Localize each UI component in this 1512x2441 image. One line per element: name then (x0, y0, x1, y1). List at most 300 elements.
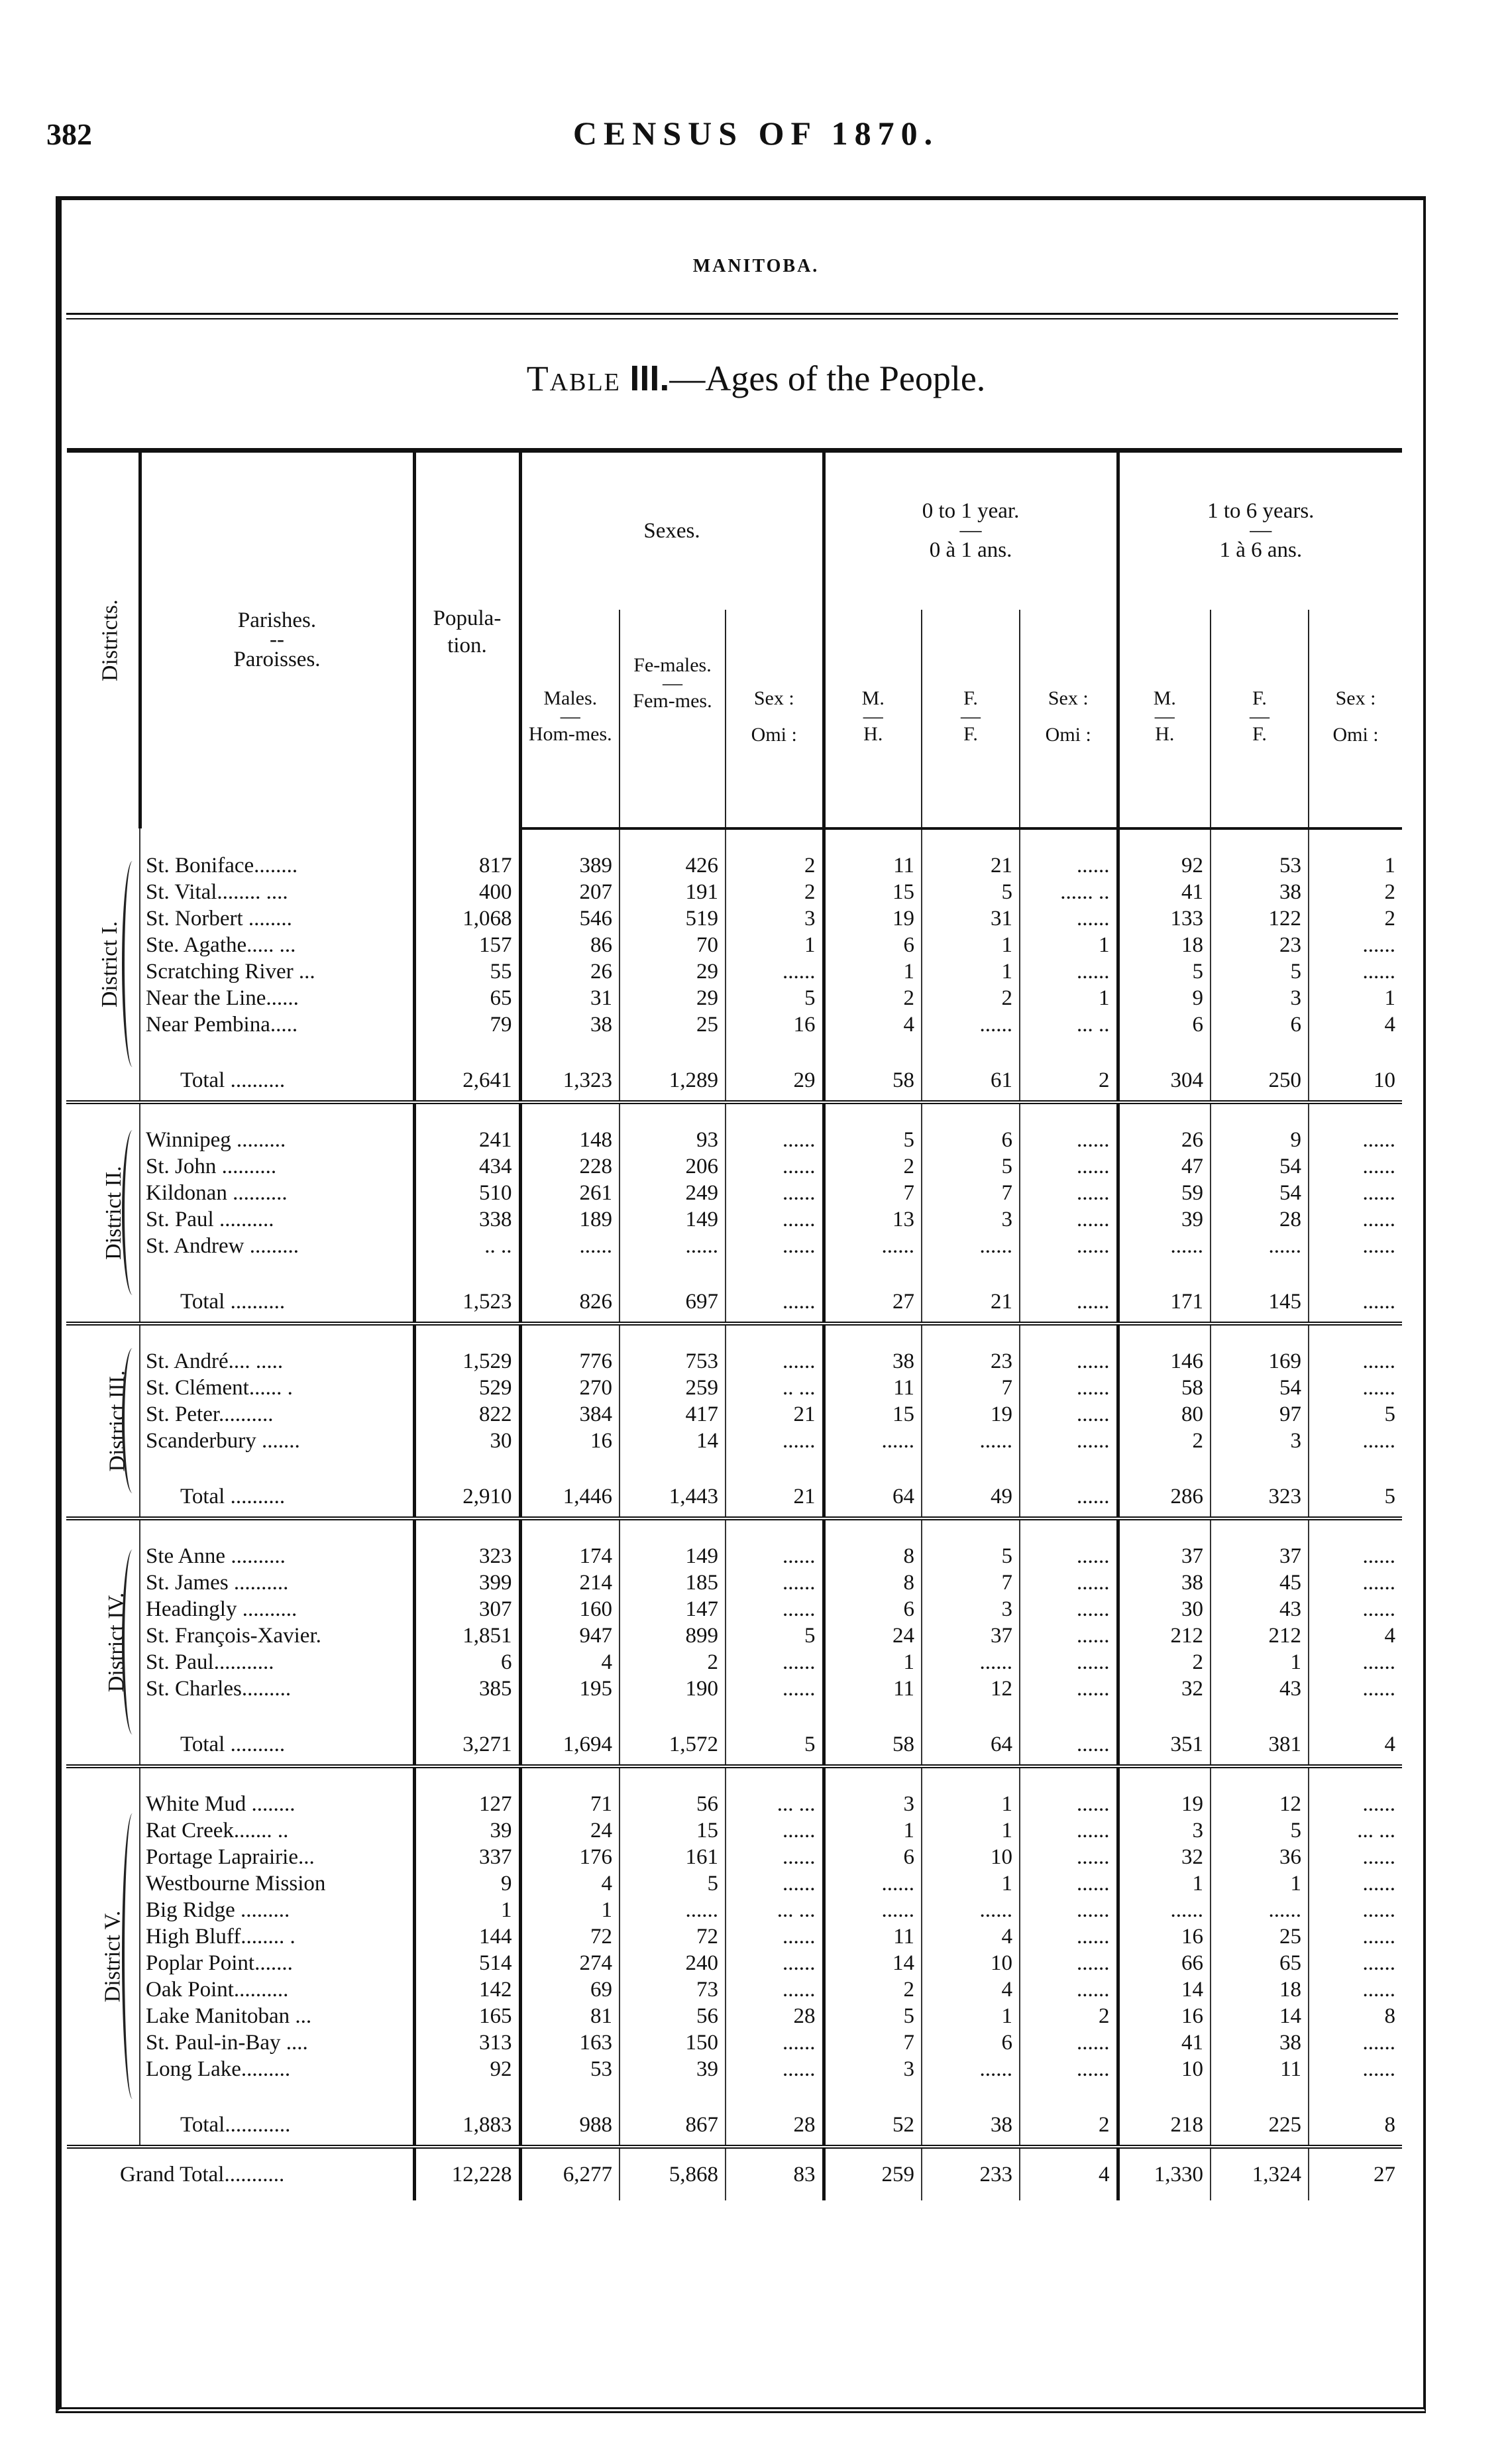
spacer-cell (922, 1326, 1020, 1348)
age-0-1-males-cell: ...... (824, 1233, 922, 1259)
spacer-cell (414, 1104, 520, 1127)
parish-name-cell: Poplar Point....... (140, 1950, 414, 1976)
parish-row (67, 852, 1402, 879)
age-1-6-males-cell: 41 (1118, 2029, 1211, 2056)
parish-row (67, 1950, 1402, 1976)
population-cell: 385 (414, 1675, 520, 1702)
age-1-6-sex-unknown-cell: ...... (1309, 958, 1402, 985)
spacer-cell (620, 1259, 726, 1282)
spacer-cell (1309, 2082, 1402, 2105)
age-1-6-males-cell: 37 (1118, 1543, 1211, 1569)
age-1-6-females-cell: 3 (1211, 1428, 1309, 1454)
age-1-6-females-cell: 225 (1211, 2105, 1309, 2147)
age-0-1-females-cell: 6 (922, 1127, 1020, 1153)
district-name: District III. (105, 1370, 130, 1471)
age-1-6-sex-unknown-cell: ...... (1309, 1950, 1402, 1976)
spacer-cell (726, 828, 824, 852)
population-cell: 529 (414, 1375, 520, 1401)
spacer-cell (1211, 2082, 1309, 2105)
parish-row (67, 932, 1402, 958)
age-1-6-males-cell: 2 (1118, 1428, 1211, 1454)
parish-name-cell: Big Ridge ......... (140, 1897, 414, 1923)
population-cell: 157 (414, 932, 520, 958)
age-1-6-males-cell: 80 (1118, 1401, 1211, 1428)
age-0-1-females-cell: ...... (922, 1897, 1020, 1923)
males-cell: 72 (520, 1923, 620, 1950)
parish-name-cell: St. Paul .......... (140, 1206, 414, 1233)
females-cell: 56 (620, 2003, 726, 2029)
age-0-1-males-cell: 64 (824, 1477, 922, 1518)
sex-unknown-cell: ...... (726, 1282, 824, 1324)
age-1-6-sex-unknown-cell: 2 (1309, 879, 1402, 905)
f-label-fr: F. (963, 722, 978, 745)
age-1-6-males-cell: ...... (1118, 1897, 1211, 1923)
parish-row (67, 1401, 1402, 1428)
age-1-6-males-cell: 38 (1118, 1569, 1211, 1596)
age-1-6-males-cell: 66 (1118, 1950, 1211, 1976)
spacer-row (67, 1038, 1402, 1060)
spacer-cell (1020, 1454, 1118, 1477)
spacer-cell (1211, 1326, 1309, 1348)
spacer-cell (726, 1454, 824, 1477)
grand-total-sex-unknown: 83 (726, 2147, 824, 2200)
age-0-1-males-cell: 24 (824, 1622, 922, 1649)
spacer-cell (414, 1259, 520, 1282)
age-1-6-sex-unknown-cell: ...... (1309, 1923, 1402, 1950)
spacer-cell (824, 1259, 922, 1282)
district-name: District I. (97, 921, 123, 1007)
age-0-1-males-cell: 1 (824, 1817, 922, 1844)
age-0-1-sex-unknown-cell: ...... .. (1020, 879, 1118, 905)
age-1-6-sex-unknown-cell: ...... (1309, 1649, 1402, 1675)
age-1-6-females-cell: 97 (1211, 1401, 1309, 1428)
population-cell: 510 (414, 1180, 520, 1206)
females-cell: 1,289 (620, 1060, 726, 1102)
sex-unknown-cell: ... ... (726, 1791, 824, 1817)
spacer-cell (922, 1104, 1020, 1127)
district-brace (122, 1348, 143, 1493)
age-0-1-sex-unknown-cell: ...... (1020, 1897, 1118, 1923)
age-1-6-females-cell: 38 (1211, 2029, 1309, 2056)
age-0-1-sex-unknown-cell: ...... (1020, 1233, 1118, 1259)
f-label-dash: — (961, 705, 981, 727)
parish-row (67, 1596, 1402, 1622)
parish-name-cell: Near the Line...... (140, 985, 414, 1011)
females-cell: 29 (620, 958, 726, 985)
age-0-1-males-cell: 15 (824, 1401, 922, 1428)
age-1-6-females-cell: 14 (1211, 2003, 1309, 2029)
spacer-cell (824, 1038, 922, 1060)
parish-name-cell: Long Lake......... (140, 2056, 414, 2082)
spacer-cell (620, 1702, 726, 1725)
parish-name-cell: St. Vital........ .... (140, 879, 414, 905)
parishes-header-fr: Paroisses. (233, 648, 321, 672)
sex-label-fr: Omi : (751, 723, 797, 746)
sexes-group-label: Sexes. (643, 518, 700, 543)
age-0-1-females-cell: 10 (922, 1844, 1020, 1870)
age-1-6-females-cell: 43 (1211, 1596, 1309, 1622)
f-label-dash: — (1250, 705, 1270, 727)
spacer-cell (1211, 1104, 1309, 1127)
district-label-cell (67, 828, 140, 1102)
age-0-1-females-cell: 5 (922, 1543, 1020, 1569)
age-1-6-males-header (1118, 610, 1211, 828)
age-0-1-males-cell: 2 (824, 985, 922, 1011)
females-cell: ...... (620, 1233, 726, 1259)
males-cell: 4 (520, 1870, 620, 1897)
males-cell: 31 (520, 985, 620, 1011)
age-0-1-females-cell: 5 (922, 1153, 1020, 1180)
males-cell: 86 (520, 932, 620, 958)
age-0-1-females-cell: ...... (922, 1649, 1020, 1675)
females-cell: 190 (620, 1675, 726, 1702)
spacer-cell (824, 1520, 922, 1543)
spacer-row (67, 828, 1402, 852)
population-cell: 1,883 (414, 2105, 520, 2147)
age-0-1-sex-unknown-cell: ...... (1020, 1596, 1118, 1622)
age-0-1-sex-unknown-cell: ...... (1020, 1127, 1118, 1153)
parish-name-cell: St. Paul-in-Bay .... (140, 2029, 414, 2056)
females-cell: 70 (620, 932, 726, 958)
age-0-1-males-cell: 14 (824, 1950, 922, 1976)
spacer-cell (140, 1702, 414, 1725)
age-1-6-sex-unknown-cell: ...... (1309, 1375, 1402, 1401)
age-1-6-sex-unknown-cell: 8 (1309, 2105, 1402, 2147)
age-0-1-sex-unknown-cell: ...... (1020, 1543, 1118, 1569)
males-cell: 1 (520, 1897, 620, 1923)
age-1-6-sex-unknown-cell: ...... (1309, 1976, 1402, 2003)
page-number: 382 (46, 117, 92, 151)
females-cell: 149 (620, 1206, 726, 1233)
district-total-row (67, 1060, 1402, 1102)
spacer-cell (824, 1104, 922, 1127)
parish-name-cell: Westbourne Mission (140, 1870, 414, 1897)
age-0-1-males-cell: ...... (824, 1870, 922, 1897)
sex-unknown-cell: ...... (726, 1976, 824, 2003)
spacer-cell (922, 1259, 1020, 1282)
parish-name-cell: Total .......... (140, 1725, 414, 1766)
sex-unknown-cell: 21 (726, 1401, 824, 1428)
sex-unknown-cell: 2 (726, 879, 824, 905)
age-1-6-males-cell: 9 (1118, 985, 1211, 1011)
age-1-6-sex-unknown-cell: 5 (1309, 1477, 1402, 1518)
spacer-cell (414, 1768, 520, 1791)
age-1-6-males-cell: 41 (1118, 879, 1211, 905)
males-cell: 228 (520, 1153, 620, 1180)
age-0-1-females-cell: 49 (922, 1477, 1020, 1518)
age-0-1-males-cell: 2 (824, 1153, 922, 1180)
spacer-cell (140, 828, 414, 852)
age-0-1-males-cell: 11 (824, 1375, 922, 1401)
district-total-row (67, 1725, 1402, 1766)
spacer-cell (1020, 1038, 1118, 1060)
spacer-cell (1309, 1520, 1402, 1543)
age-0-1-sex-unknown-cell: ...... (1020, 1375, 1118, 1401)
population-cell: 65 (414, 985, 520, 1011)
age-0-1-females-cell: 5 (922, 879, 1020, 905)
age-1-6-males-cell: 2 (1118, 1649, 1211, 1675)
sex-unknown-cell: 2 (726, 852, 824, 879)
age-1-6-sex-unknown-cell: ...... (1309, 1233, 1402, 1259)
age-0-1-sex-unknown-cell: ...... (1020, 1428, 1118, 1454)
spacer-cell (520, 828, 620, 852)
spacer-cell (824, 2082, 922, 2105)
spacer-cell (414, 1520, 520, 1543)
spacer-cell (140, 1768, 414, 1791)
age-0-1-males-cell: 5 (824, 1127, 922, 1153)
parish-row (67, 1675, 1402, 1702)
district-label-cell (67, 1520, 140, 1766)
age-0-1-females-cell: 31 (922, 905, 1020, 932)
parish-row (67, 1844, 1402, 1870)
age-0-1-females-cell: ...... (922, 1011, 1020, 1038)
age-0-1-females-cell: 1 (922, 1870, 1020, 1897)
age-0-1-males-cell: 19 (824, 905, 922, 932)
males-cell: 384 (520, 1401, 620, 1428)
age-1-6-sex-unknown-cell: ...... (1309, 1844, 1402, 1870)
age-0-1-females-cell: 4 (922, 1976, 1020, 2003)
spacer-cell (1118, 1454, 1211, 1477)
age-1-6-sex-unknown-cell: 4 (1309, 1011, 1402, 1038)
population-cell: 144 (414, 1923, 520, 1950)
sex-unknown-cell: 21 (726, 1477, 824, 1518)
age-0-1-females-cell: 1 (922, 1817, 1020, 1844)
males-cell: 389 (520, 852, 620, 879)
age-1-6-sex-unknown-cell: ...... (1309, 2056, 1402, 2082)
males-cell: 826 (520, 1282, 620, 1324)
age-0-1-males-cell: 8 (824, 1569, 922, 1596)
age-1-6-females-cell: 122 (1211, 905, 1309, 932)
spacer-row (67, 1768, 1402, 1791)
sex-unknown-cell: 5 (726, 1622, 824, 1649)
age-1-6-females-cell: ...... (1211, 1233, 1309, 1259)
females-cell: 14 (620, 1428, 726, 1454)
age-0-1-sex-unknown-cell: ...... (1020, 1950, 1118, 1976)
females-cell: 93 (620, 1127, 726, 1153)
age-1-6-females-cell: 145 (1211, 1282, 1309, 1324)
age-0-1-males-cell: 7 (824, 2029, 922, 2056)
age-1-6-males-cell: 18 (1118, 932, 1211, 958)
sex-unknown-cell: ...... (726, 2056, 824, 2082)
age-0-1-sex-unknown-cell: ...... (1020, 1622, 1118, 1649)
spacer-cell (520, 1326, 620, 1348)
females-cell: 1,443 (620, 1477, 726, 1518)
spacer-cell (620, 1038, 726, 1060)
parish-row (67, 1127, 1402, 1153)
sex-unknown-cell: 5 (726, 985, 824, 1011)
parish-name-cell: Total .......... (140, 1477, 414, 1518)
spacer-cell (1309, 828, 1402, 852)
parish-row (67, 1348, 1402, 1375)
spacer-row (67, 1520, 1402, 1543)
spacer-cell (620, 828, 726, 852)
females-cell: 39 (620, 2056, 726, 2082)
age-0-1-sex-unknown-cell: ...... (1020, 1649, 1118, 1675)
age-1-6-sex-unknown-header (1309, 610, 1402, 828)
age-0-1-females-cell: 6 (922, 2029, 1020, 2056)
age-0-1-males-cell: 13 (824, 1206, 922, 1233)
males-cell: 24 (520, 1817, 620, 1844)
spacer-cell (1020, 1520, 1118, 1543)
females-header (620, 610, 726, 828)
sex-unknown-cell: ...... (726, 2029, 824, 2056)
age-0-1-males-cell: 3 (824, 1791, 922, 1817)
spacer-cell (922, 1038, 1020, 1060)
age-1-6-sex-unknown-cell: ...... (1309, 1127, 1402, 1153)
spacer-cell (140, 1520, 414, 1543)
age-1-6-females-cell: 169 (1211, 1348, 1309, 1375)
males-cell: 38 (520, 1011, 620, 1038)
sexes-group-header (520, 451, 824, 610)
age-0-1-sex-unknown-cell: ...... (1020, 1282, 1118, 1324)
population-cell: 165 (414, 2003, 520, 2029)
table-title-word: Table (526, 359, 621, 398)
m-label-dash: — (863, 705, 883, 727)
age-1-6-sex-unknown-cell: ...... (1309, 1348, 1402, 1375)
males-cell: 270 (520, 1375, 620, 1401)
parish-row (67, 2056, 1402, 2082)
males-cell: 261 (520, 1180, 620, 1206)
age-0-1-sex-unknown-cell: ...... (1020, 905, 1118, 932)
spacer-cell (922, 1702, 1020, 1725)
age-1-6-males-cell: 16 (1118, 1923, 1211, 1950)
females-cell: 417 (620, 1401, 726, 1428)
district-total-row (67, 1477, 1402, 1518)
age-1-6-females-cell: 250 (1211, 1060, 1309, 1102)
district-label-cell (67, 1768, 140, 2147)
spacer-row (67, 1259, 1402, 1282)
age-0-1-females-cell: 38 (922, 2105, 1020, 2147)
spacer-cell (1309, 1104, 1402, 1127)
parish-row (67, 1817, 1402, 1844)
age-0-1-males-cell: 15 (824, 879, 922, 905)
females-cell: 15 (620, 1817, 726, 1844)
spacer-cell (520, 1104, 620, 1127)
district-total-row (67, 2105, 1402, 2147)
spacer-cell (140, 1038, 414, 1060)
age-0-1-females-cell: 1 (922, 958, 1020, 985)
age-1-6-sex-unknown-cell: ...... (1309, 1569, 1402, 1596)
running-title: CENSUS OF 1870. (572, 115, 940, 152)
males-label-en: Males. (543, 687, 598, 709)
age-1-6-females-cell: 45 (1211, 1569, 1309, 1596)
parish-row (67, 1233, 1402, 1259)
females-cell: ...... (620, 1897, 726, 1923)
spacer-cell (520, 1038, 620, 1060)
age-1-6-males-cell: 5 (1118, 958, 1211, 985)
females-cell: 147 (620, 1596, 726, 1622)
age-1-6-sex-unknown-cell: ...... (1309, 1897, 1402, 1923)
grand-total-label: Grand Total........... (67, 2147, 414, 2200)
parish-row (67, 1011, 1402, 1038)
females-cell: 426 (620, 852, 726, 879)
sex-unknown-cell: ...... (726, 1817, 824, 1844)
age-0-1-females-cell: 61 (922, 1060, 1020, 1102)
spacer-cell (1020, 2082, 1118, 2105)
parish-name-cell: St. Paul........... (140, 1649, 414, 1675)
spacer-row (67, 1454, 1402, 1477)
females-cell: 259 (620, 1375, 726, 1401)
age-1-6-males-cell: 16 (1118, 2003, 1211, 2029)
spacer-cell (1309, 1326, 1402, 1348)
males-cell: 163 (520, 2029, 620, 2056)
age-0-1-males-cell: 5 (824, 2003, 922, 2029)
males-header (520, 610, 620, 828)
spacer-cell (1118, 1326, 1211, 1348)
age-1-6-males-cell: 14 (1118, 1976, 1211, 2003)
females-cell: 72 (620, 1923, 726, 1950)
females-cell: 56 (620, 1791, 726, 1817)
spacer-cell (620, 1104, 726, 1127)
age-0-1-males-cell: 58 (824, 1725, 922, 1766)
females-cell: 161 (620, 1844, 726, 1870)
males-cell: 16 (520, 1428, 620, 1454)
population-cell: 241 (414, 1127, 520, 1153)
parish-row (67, 1180, 1402, 1206)
population-cell: .. .. (414, 1233, 520, 1259)
males-cell: 148 (520, 1127, 620, 1153)
females-cell: 149 (620, 1543, 726, 1569)
age-1-6-males-cell: 218 (1118, 2105, 1211, 2147)
spacer-cell (414, 1702, 520, 1725)
age-0-1-males-cell: 6 (824, 1596, 922, 1622)
sex-unknown-cell: 29 (726, 1060, 824, 1102)
age-0-1-sex-unknown-cell: ...... (1020, 1401, 1118, 1428)
spacer-cell (1118, 1104, 1211, 1127)
age-1-6-females-cell: 5 (1211, 958, 1309, 985)
females-cell: 753 (620, 1348, 726, 1375)
spacer-cell (1118, 1259, 1211, 1282)
spacer-cell (620, 2082, 726, 2105)
divider-rule (66, 318, 1398, 319)
spacer-cell (620, 1454, 726, 1477)
district-brace (122, 1813, 143, 2100)
spacer-cell (726, 1038, 824, 1060)
spacer-cell (1211, 1454, 1309, 1477)
district-name: District II. (101, 1165, 126, 1260)
age-0-1-females-cell: 1 (922, 932, 1020, 958)
age-0-1-males-cell: 27 (824, 1282, 922, 1324)
parish-name-cell: Headingly .......... (140, 1596, 414, 1622)
population-cell: 1,529 (414, 1348, 520, 1375)
spacer-cell (1211, 1520, 1309, 1543)
males-label-fr: Hom-mes. (528, 722, 612, 745)
females-cell: 1,572 (620, 1725, 726, 1766)
district-brace (122, 1130, 143, 1295)
parish-name-cell: Rat Creek....... .. (140, 1817, 414, 1844)
parish-row (67, 958, 1402, 985)
age-0-1-sex-unknown-header (1020, 610, 1118, 828)
age-1-6-females-cell: 212 (1211, 1622, 1309, 1649)
parish-name-cell: White Mud ........ (140, 1791, 414, 1817)
age-0-1-females-cell: 21 (922, 852, 1020, 879)
age-1-6-males-cell: 1 (1118, 1870, 1211, 1897)
age-1-6-females-cell: 1 (1211, 1870, 1309, 1897)
population-cell: 1,068 (414, 905, 520, 932)
population-cell: 338 (414, 1206, 520, 1233)
spacer-cell (1211, 1038, 1309, 1060)
sex-unknown-header (726, 610, 824, 828)
age-1-6-sex-unknown-cell: ...... (1309, 932, 1402, 958)
age-0-1-sex-unknown-cell: ...... (1020, 1725, 1118, 1766)
age-0-1-sex-unknown-cell: ...... (1020, 1817, 1118, 1844)
males-cell: 26 (520, 958, 620, 985)
age-1-6-females-cell: 53 (1211, 852, 1309, 879)
population-cell: 127 (414, 1791, 520, 1817)
population-cell: 39 (414, 1817, 520, 1844)
parish-name-cell: Total .......... (140, 1060, 414, 1102)
sex-unknown-cell: ...... (726, 1206, 824, 1233)
